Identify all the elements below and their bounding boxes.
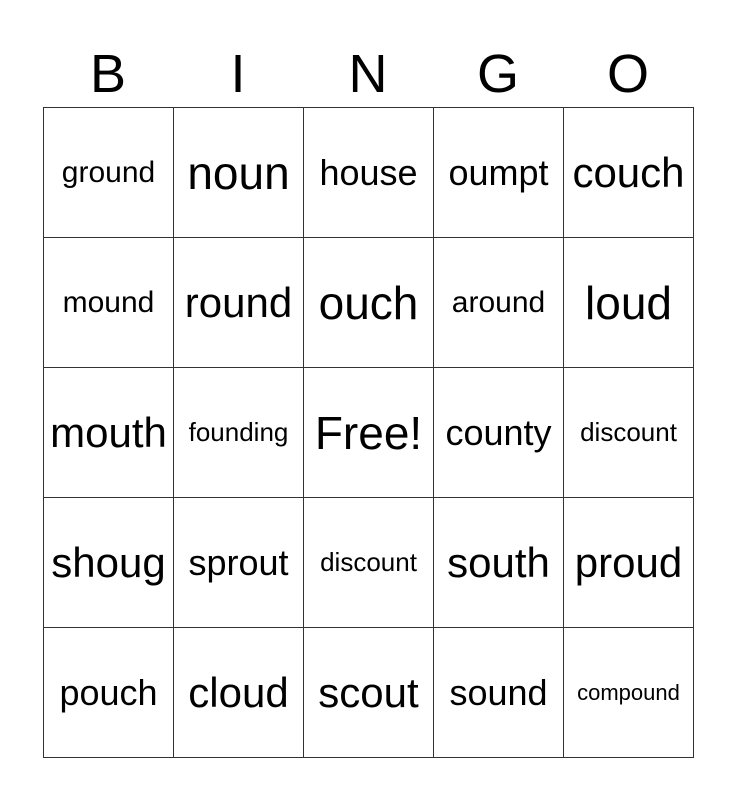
bingo-cell[interactable] [304,108,434,238]
cell-word: discount [320,547,417,577]
cell-word: discount [580,417,677,447]
bingo-cell[interactable] [174,238,304,368]
bingo-cell[interactable] [44,628,174,758]
bingo-cell[interactable] [434,498,564,628]
cell-word: pouch [59,671,158,713]
bingo-header [43,40,693,108]
cell-word: founding [188,417,289,447]
header-letter-o: O [606,44,649,104]
cell-word: mouth [50,408,167,456]
bingo-cell[interactable] [434,628,564,758]
bingo-cell[interactable] [434,368,564,498]
bingo-cell[interactable] [564,628,694,758]
bingo-cell[interactable] [174,498,304,628]
bingo-cell[interactable] [434,238,564,368]
free-space-label: Free! [314,406,423,459]
bingo-cell[interactable] [174,108,304,238]
cell-word: ouch [318,276,419,329]
free-space-cell[interactable] [304,368,434,498]
bingo-cell[interactable] [564,108,694,238]
header-letter-n: N [348,44,388,104]
bingo-cell[interactable] [434,108,564,238]
bingo-cell[interactable] [44,238,174,368]
cell-word: ground [61,155,156,189]
cell-word: compound [577,679,680,705]
cell-word: sound [449,671,548,713]
cell-word: noun [187,146,290,199]
header-letter-b: B [89,44,127,104]
bingo-cell[interactable] [564,238,694,368]
bingo-cell[interactable] [174,628,304,758]
header-letter-i: I [230,44,246,104]
cell-word: cloud [188,668,289,716]
bingo-cell[interactable] [44,108,174,238]
cell-word: proud [574,538,683,586]
bingo-cell[interactable] [564,498,694,628]
bingo-cell[interactable] [304,238,434,368]
cell-word: couch [572,148,685,196]
cell-word: house [319,151,418,193]
cell-word: shoug [51,538,166,586]
cell-word: south [447,538,550,586]
header-letter-g: G [476,44,519,104]
cell-word: round [184,278,293,326]
cell-word: around [451,285,546,319]
bingo-cell[interactable] [304,628,434,758]
bingo-cell[interactable] [44,368,174,498]
cell-word: loud [585,276,672,329]
bingo-cell[interactable] [174,368,304,498]
cell-word: county [445,411,552,453]
cell-word: sprout [188,541,289,583]
cell-word: scout [318,668,419,716]
bingo-board [43,107,694,758]
bingo-cell[interactable] [564,368,694,498]
bingo-cell[interactable] [44,498,174,628]
cell-word: mound [62,285,155,319]
cell-word: oumpt [448,151,549,193]
bingo-cell[interactable] [304,498,434,628]
